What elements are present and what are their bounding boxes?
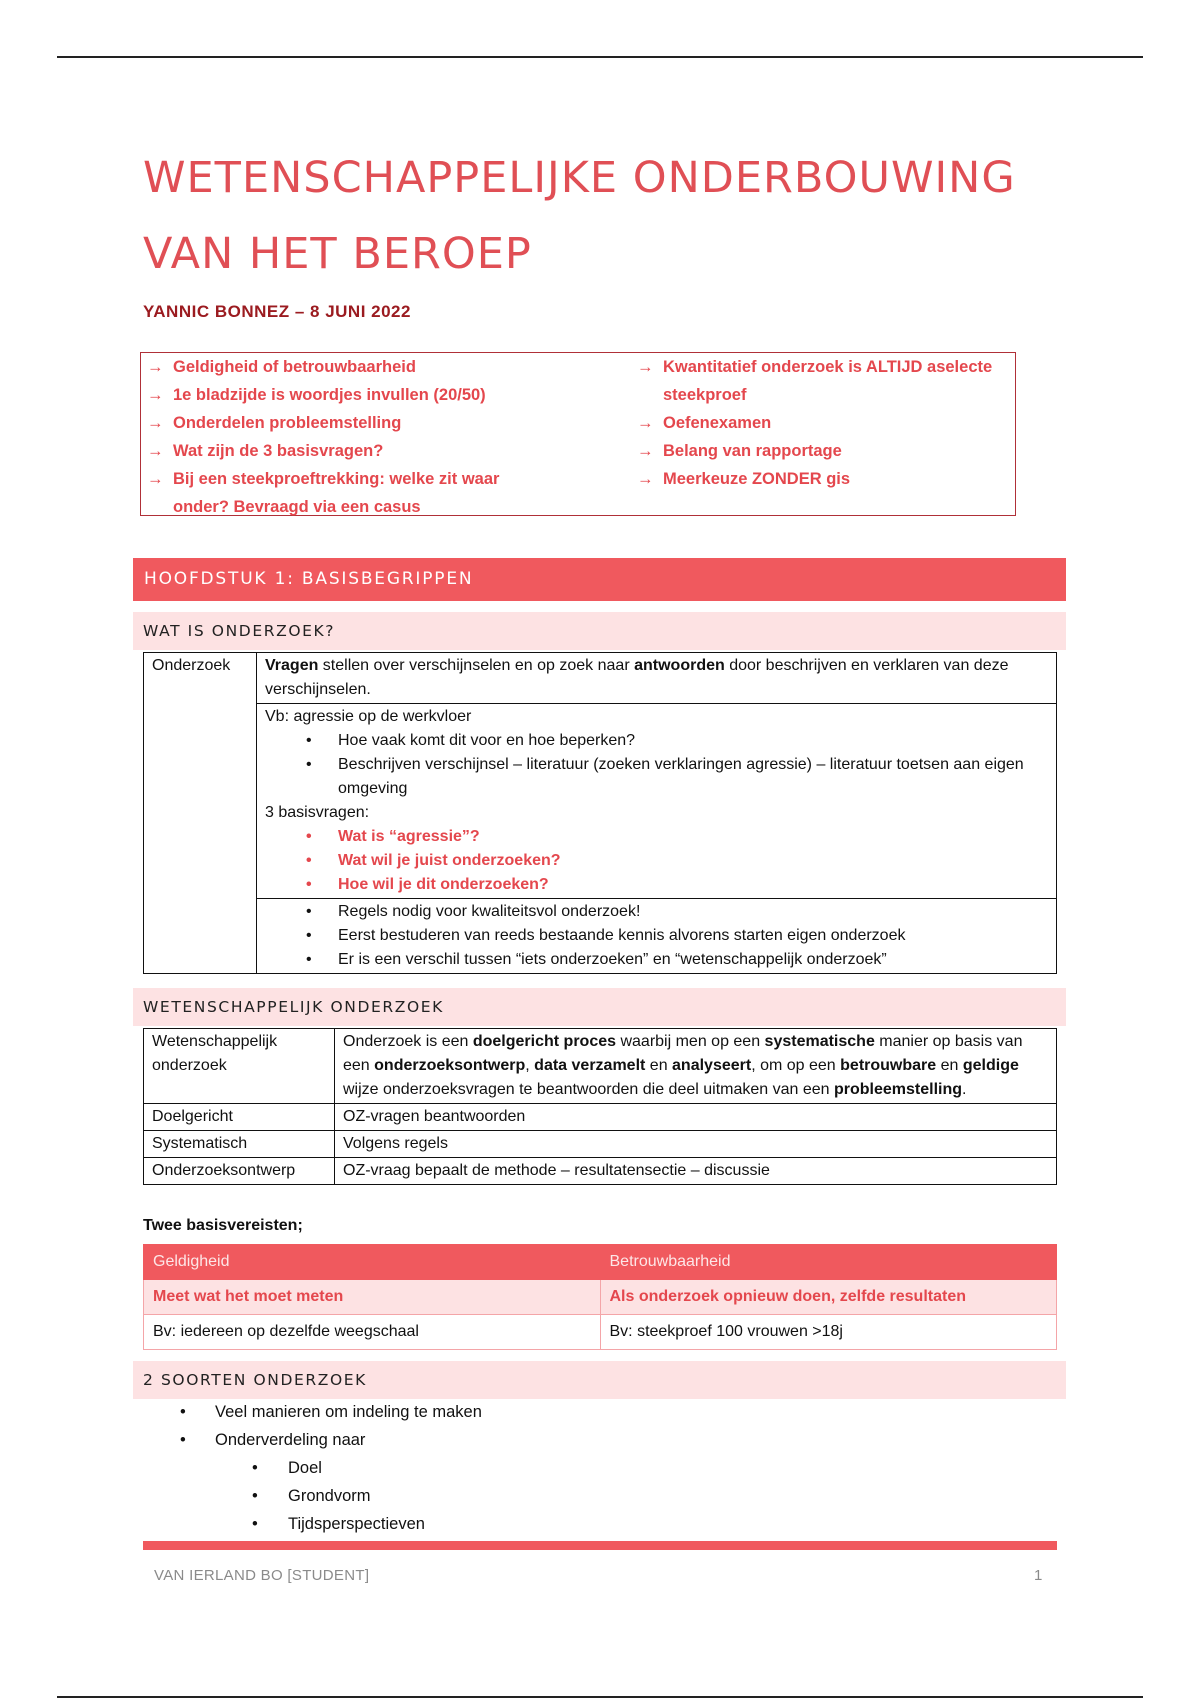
section-heading-soorten-onderzoek: 2 SOORTEN ONDERZOEK <box>133 1361 1066 1399</box>
value-cell: OZ-vragen beantwoorden <box>335 1104 1057 1131</box>
arrow-right-icon: → <box>637 358 654 376</box>
list-item: • Er is een verschil tussen “iets onderzoeken” en “wetenschappelijk onderzoek” <box>265 948 1048 972</box>
arrow-right-icon: → <box>147 442 164 460</box>
top-rule <box>57 56 1143 58</box>
section-heading-wetenschappelijk-onderzoek: WETENSCHAPPELIJK ONDERZOEK <box>133 988 1066 1026</box>
rules-cell <box>257 899 1057 974</box>
list-item: • Eerst bestuderen van reeds bestaande kennis alvorens starten eigen onderzoek <box>265 924 1048 948</box>
list-item: • Veel manieren om indeling te maken <box>143 1398 482 1426</box>
example-cell <box>257 704 1057 899</box>
header-cell: Geldigheid <box>144 1245 601 1280</box>
table-row <box>144 1315 1057 1350</box>
example-cell: Bv: iedereen op dezelfde weegschaal <box>144 1315 601 1350</box>
example-intro: Vb: agressie op de werkvloer <box>265 708 472 725</box>
example-list <box>265 729 1048 801</box>
note-item: → Kwantitatief onderzoek is ALTIJD aselecte steekproef <box>637 353 993 409</box>
list-item: • Onderverdeling naar <box>143 1426 482 1454</box>
chapter-heading: HOOFDSTUK 1: BASISBEGRIPPEN <box>133 558 1066 601</box>
requirements-label: Twee basisvereisten; <box>143 1217 303 1234</box>
arrow-right-icon: → <box>147 358 164 376</box>
onderzoek-table <box>143 652 1057 974</box>
notes-right-column <box>637 353 1017 493</box>
bottom-rule <box>57 1696 1143 1698</box>
list-item: • Wat wil je juist onderzoeken? <box>265 849 1048 873</box>
definition-cell: Als onderzoek opnieuw doen, zelfde resultaten <box>600 1280 1057 1315</box>
table-row <box>144 1158 1057 1185</box>
definition-cell: Onderzoek is een doelgericht proces waarbij men op een systematische manier op basis van een onderzoeksontwerp, data verzamelt en analyseert, om op een betrouwbare en geldige wijze onderzoeksvragen te beantwoorden die deel uitmaken van een probleemstelling. <box>335 1029 1057 1104</box>
table-row <box>144 1104 1057 1131</box>
value-cell: OZ-vraag bepaalt de methode – resultatensectie – discussie <box>335 1158 1057 1185</box>
header-cell: Betrouwbaarheid <box>600 1245 1057 1280</box>
list-item: • Doel <box>143 1454 482 1482</box>
arrow-right-icon: → <box>147 414 164 432</box>
note-item: → Oefenexamen <box>637 409 1017 437</box>
list-item: • Wat is “agressie”? <box>265 825 1048 849</box>
definition-cell: Vragen stellen over verschijnselen en op zoek naar antwoorden door beschrijven en verklaren van deze verschijnselen. <box>257 653 1057 704</box>
note-item: → Belang van rapportage <box>637 437 1017 465</box>
notes-left-column <box>147 353 627 521</box>
list-item: • Grondvorm <box>143 1482 482 1510</box>
rules-list <box>265 900 1048 972</box>
arrow-right-icon: → <box>637 470 654 488</box>
note-item: → 1e bladzijde is woordjes invullen (20/50) <box>147 381 627 409</box>
arrow-right-icon: → <box>147 386 164 404</box>
value-cell: Volgens regels <box>335 1131 1057 1158</box>
author-line: YANNIC BONNEZ – 8 JUNI 2022 <box>143 302 411 321</box>
table-row <box>144 1131 1057 1158</box>
table-header-row <box>144 1245 1057 1280</box>
term-cell: Doelgericht <box>144 1104 335 1131</box>
title-line-2: VAN HET BEROEP <box>143 229 532 279</box>
list-item: • Regels nodig voor kwaliteitsvol onderzoek! <box>265 900 1048 924</box>
title-line-1: WETENSCHAPPELIJKE ONDERBOUWING <box>143 153 1016 203</box>
requirements-table <box>143 1244 1057 1350</box>
soorten-bullet-list <box>143 1398 482 1538</box>
term-cell: Onderzoek <box>144 653 257 974</box>
note-item: → Bij een steekproeftrekking: welke zit waar onder? Bevraagd via een casus <box>147 465 553 521</box>
page-number: 1 <box>1034 1567 1043 1584</box>
note-item: → Wat zijn de 3 basisvragen? <box>147 437 627 465</box>
term-cell: Wetenschappelijk onderzoek <box>144 1029 335 1104</box>
basisvragen-list <box>265 825 1048 897</box>
list-item: • Beschrijven verschijnsel – literatuur (zoeken verklaringen agressie) – literatuur toetsen aan eigen omgeving <box>265 753 1048 801</box>
wetenschappelijk-table <box>143 1028 1057 1185</box>
arrow-right-icon: → <box>637 414 654 432</box>
example-cell: Bv: steekproef 100 vrouwen >18j <box>600 1315 1057 1350</box>
arrow-right-icon: → <box>147 470 164 488</box>
term-cell: Onderzoeksontwerp <box>144 1158 335 1185</box>
footer-author: VAN IERLAND BO [STUDENT] <box>154 1567 370 1584</box>
note-item: → Meerkeuze ZONDER gis <box>637 465 1017 493</box>
document-title <box>143 140 1043 292</box>
section-heading-wat-is-onderzoek: WAT IS ONDERZOEK? <box>133 612 1066 650</box>
note-item: → Geldigheid of betrouwbaarheid <box>147 353 627 381</box>
list-item: • Tijdsperspectieven <box>143 1510 482 1538</box>
definition-cell: Meet wat het moet meten <box>144 1280 601 1315</box>
footer-accent-bar <box>143 1541 1057 1550</box>
arrow-right-icon: → <box>637 442 654 460</box>
term-cell: Systematisch <box>144 1131 335 1158</box>
list-item: • Hoe vaak komt dit voor en hoe beperken? <box>265 729 1048 753</box>
table-row <box>144 1280 1057 1315</box>
note-item: → Onderdelen probleemstelling <box>147 409 627 437</box>
list-item: • Hoe wil je dit onderzoeken? <box>265 873 1048 897</box>
exam-notes-box <box>140 352 1016 516</box>
basisvragen-label: 3 basisvragen: <box>265 804 370 821</box>
